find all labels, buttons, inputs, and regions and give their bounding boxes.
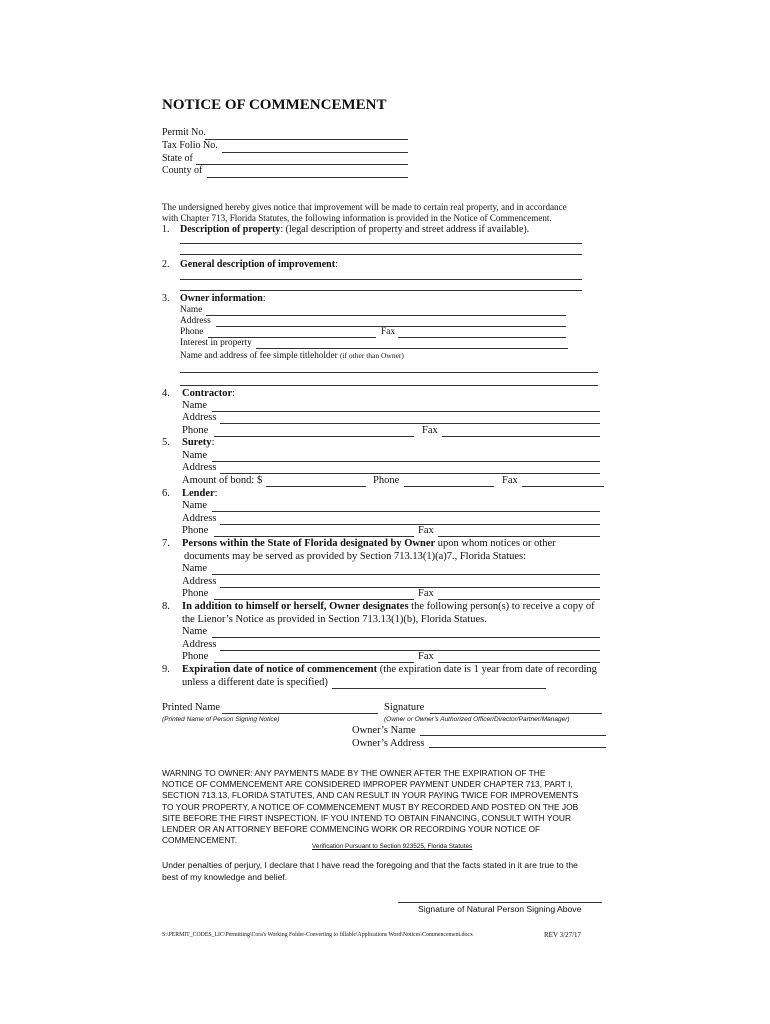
section-9-line-2: unless a different date is specified)	[182, 677, 328, 688]
section-6-number: 6.	[162, 488, 170, 499]
perjury-line-2: best of my knowledge and belief.	[162, 872, 288, 882]
owner-name-label: Name	[180, 305, 203, 315]
improvement-description-line-1[interactable]	[180, 279, 582, 280]
section-5-heading: Surety:	[182, 437, 215, 448]
property-description-line-1[interactable]	[180, 243, 582, 244]
copy-recipient-name-field[interactable]	[212, 637, 600, 638]
contractor-fax-label: Fax	[422, 425, 438, 436]
permit-no-label: Permit No.	[162, 127, 206, 138]
natural-person-signature-field[interactable]	[398, 902, 602, 903]
tax-folio-label: Tax Folio No.	[162, 140, 218, 151]
contractor-name-field[interactable]	[212, 411, 600, 412]
owner-phone-label: Phone	[180, 327, 204, 337]
designee-name-field[interactable]	[212, 574, 600, 575]
interest-label: Interest in property	[180, 338, 252, 348]
owners-name-label: Owner’s Name	[352, 725, 416, 736]
designee-phone-field[interactable]	[214, 599, 414, 600]
fee-simple-line-1[interactable]	[180, 372, 598, 373]
section-8-line-2: the Lienor’s Notice as provided in Section 713.13(1)(b), Florida Statues.	[182, 614, 487, 625]
surety-name-field[interactable]	[212, 461, 600, 462]
fee-simple-line-2[interactable]	[180, 385, 598, 386]
section-9-number: 9.	[162, 664, 170, 675]
owner-name-field[interactable]	[206, 315, 566, 316]
section-2-heading: General description of improvement:	[180, 259, 338, 270]
section-5-number: 5.	[162, 437, 170, 448]
section-7-heading: Persons within the State of Florida designated by Owner upon whom notices or other	[182, 538, 556, 549]
surety-address-label: Address	[182, 462, 217, 473]
designee-phone-label: Phone	[182, 588, 209, 599]
surety-phone-field[interactable]	[404, 486, 494, 487]
state-of-field[interactable]	[196, 164, 408, 165]
perjury-line-1: Under penalties of perjury, I declare that I have read the foregoing and that the facts stated in it are true to the	[162, 860, 578, 870]
printed-name-label: Printed Name	[162, 702, 221, 713]
intro-line-2: with Chapter 713, Florida Statutes, the following information is provided in the Notice of Commencement.	[162, 213, 552, 223]
tax-folio-field[interactable]	[222, 152, 408, 153]
signature-note: (Owner or Owner’s Authorized Officer/Director/Partner/Manager)	[384, 716, 570, 723]
designee-fax-label: Fax	[418, 588, 434, 599]
contractor-fax-field[interactable]	[442, 436, 600, 437]
section-3-number: 3.	[162, 293, 170, 304]
section-1-heading: Description of property: (legal description of property and street address if available).	[180, 224, 530, 235]
lender-name-field[interactable]	[212, 511, 600, 512]
natural-person-signature-label: Signature of Natural Person Signing Above	[418, 904, 582, 914]
copy-recipient-fax-field[interactable]	[438, 662, 600, 663]
surety-phone-label: Phone	[373, 475, 400, 486]
section-7-number: 7.	[162, 538, 170, 549]
section-8-number: 8.	[162, 601, 170, 612]
lender-fax-field[interactable]	[438, 536, 600, 537]
owners-address-label: Owner’s Address	[352, 738, 425, 749]
county-of-field[interactable]	[207, 177, 408, 178]
county-of-label: County of	[162, 165, 203, 176]
verification-note: Verification Pursuant to Section 923525, Florida Statutes	[312, 843, 473, 850]
owners-address-field[interactable]	[429, 747, 606, 748]
improvement-description-line-2[interactable]	[180, 290, 582, 291]
section-9-heading: Expiration date of notice of commencement (the expiration date is 1 year from date of recording	[182, 664, 597, 675]
contractor-name-label: Name	[182, 400, 208, 411]
bond-amount-label: Amount of bond: $	[182, 475, 263, 486]
owner-address-label: Address	[180, 316, 211, 326]
copy-recipient-address-label: Address	[182, 639, 217, 650]
lender-address-field[interactable]	[220, 524, 600, 525]
designee-fax-field[interactable]	[438, 599, 600, 600]
permit-no-field[interactable]	[205, 139, 408, 140]
lender-phone-field[interactable]	[214, 536, 414, 537]
fee-simple-label: Name and address of fee simple titleholder (if other than Owner)	[180, 350, 404, 360]
lender-name-label: Name	[182, 500, 208, 511]
section-6-heading: Lender:	[182, 488, 218, 499]
contractor-address-field[interactable]	[220, 423, 600, 424]
section-1-number: 1.	[162, 224, 170, 235]
owner-fax-label: Fax	[381, 327, 396, 337]
surety-name-label: Name	[182, 450, 208, 461]
lender-address-label: Address	[182, 513, 217, 524]
surety-address-field[interactable]	[220, 473, 600, 474]
section-2-number: 2.	[162, 259, 170, 270]
copy-recipient-fax-label: Fax	[418, 651, 434, 662]
state-of-label: State of	[162, 153, 193, 164]
designee-name-label: Name	[182, 563, 208, 574]
surety-fax-label: Fax	[502, 475, 518, 486]
section-4-number: 4.	[162, 388, 170, 399]
contractor-phone-label: Phone	[182, 425, 209, 436]
printed-name-field[interactable]	[222, 713, 378, 714]
owners-name-field[interactable]	[420, 735, 606, 736]
signature-field[interactable]	[430, 713, 602, 714]
file-path-footer: S:\PERMIT_CODES_LIC\Permitting\Cora's Working Folder-Converting to fillable\Applications Word\Notices\Commencement.docx	[162, 932, 473, 938]
section-4-heading: Contractor:	[182, 388, 236, 399]
interest-field[interactable]	[256, 348, 568, 349]
printed-name-note: (Printed Name of Person Signing Notice)	[162, 716, 280, 723]
section-7-line-2: documents may be served as provided by Section 713.13(1)(a)7., Florida Statues:	[184, 551, 527, 562]
bond-amount-field[interactable]	[266, 486, 366, 487]
copy-recipient-address-field[interactable]	[220, 650, 600, 651]
lender-phone-label: Phone	[182, 525, 209, 536]
signature-label: Signature	[384, 702, 425, 713]
copy-recipient-phone-field[interactable]	[214, 662, 414, 663]
intro-line-1: The undersigned hereby gives notice that improvement will be made to certain real property, and in accordance	[162, 202, 567, 212]
section-8-heading: In addition to himself or herself, Owner designates the following person(s) to receive a copy of	[182, 601, 595, 612]
owner-fax-field[interactable]	[398, 337, 566, 338]
warning-to-owner: WARNING TO OWNER: ANY PAYMENTS MADE BY THE OWNER AFTER THE EXPIRATION OF THE NOTICE OF COMMENCEMENT ARE CONSIDERED IMPROPER PAYMENT UNDER CHAPTER 713, PART I, SECTION 713.13, FLORIDA STATUTES, AND CAN RESULT IN YOUR PAYING TWICE FOR IMPROVEMENTS TO YOUR PROPERTY, A NOTICE OF COMMENCEMENT MUST BY RECORDED AND POSTED ON THE JOB SITE BEFORE THE FIRST INSPECTION. IF YOU INTEND TO OBTAIN FINANCING, CONSULT WITH YOUR LENDER OR AN ATTORNEY BEFORE COMMENCING WORK OR RECORDING YOUR NOTICE OF COMMENCEMENT.	[162, 768, 579, 846]
page-title: NOTICE OF COMMENCEMENT	[162, 97, 387, 113]
designee-address-label: Address	[182, 576, 217, 587]
contractor-address-label: Address	[182, 412, 217, 423]
surety-fax-field[interactable]	[522, 486, 604, 487]
expiration-date-field[interactable]	[332, 688, 546, 689]
revision-footer: REV 3/27/17	[544, 931, 582, 939]
copy-recipient-phone-label: Phone	[182, 651, 209, 662]
copy-recipient-name-label: Name	[182, 626, 208, 637]
section-3-heading: Owner information:	[180, 293, 266, 304]
designee-address-field[interactable]	[220, 587, 600, 588]
contractor-phone-field[interactable]	[214, 436, 414, 437]
property-description-line-2[interactable]	[180, 254, 582, 255]
lender-fax-label: Fax	[418, 525, 434, 536]
